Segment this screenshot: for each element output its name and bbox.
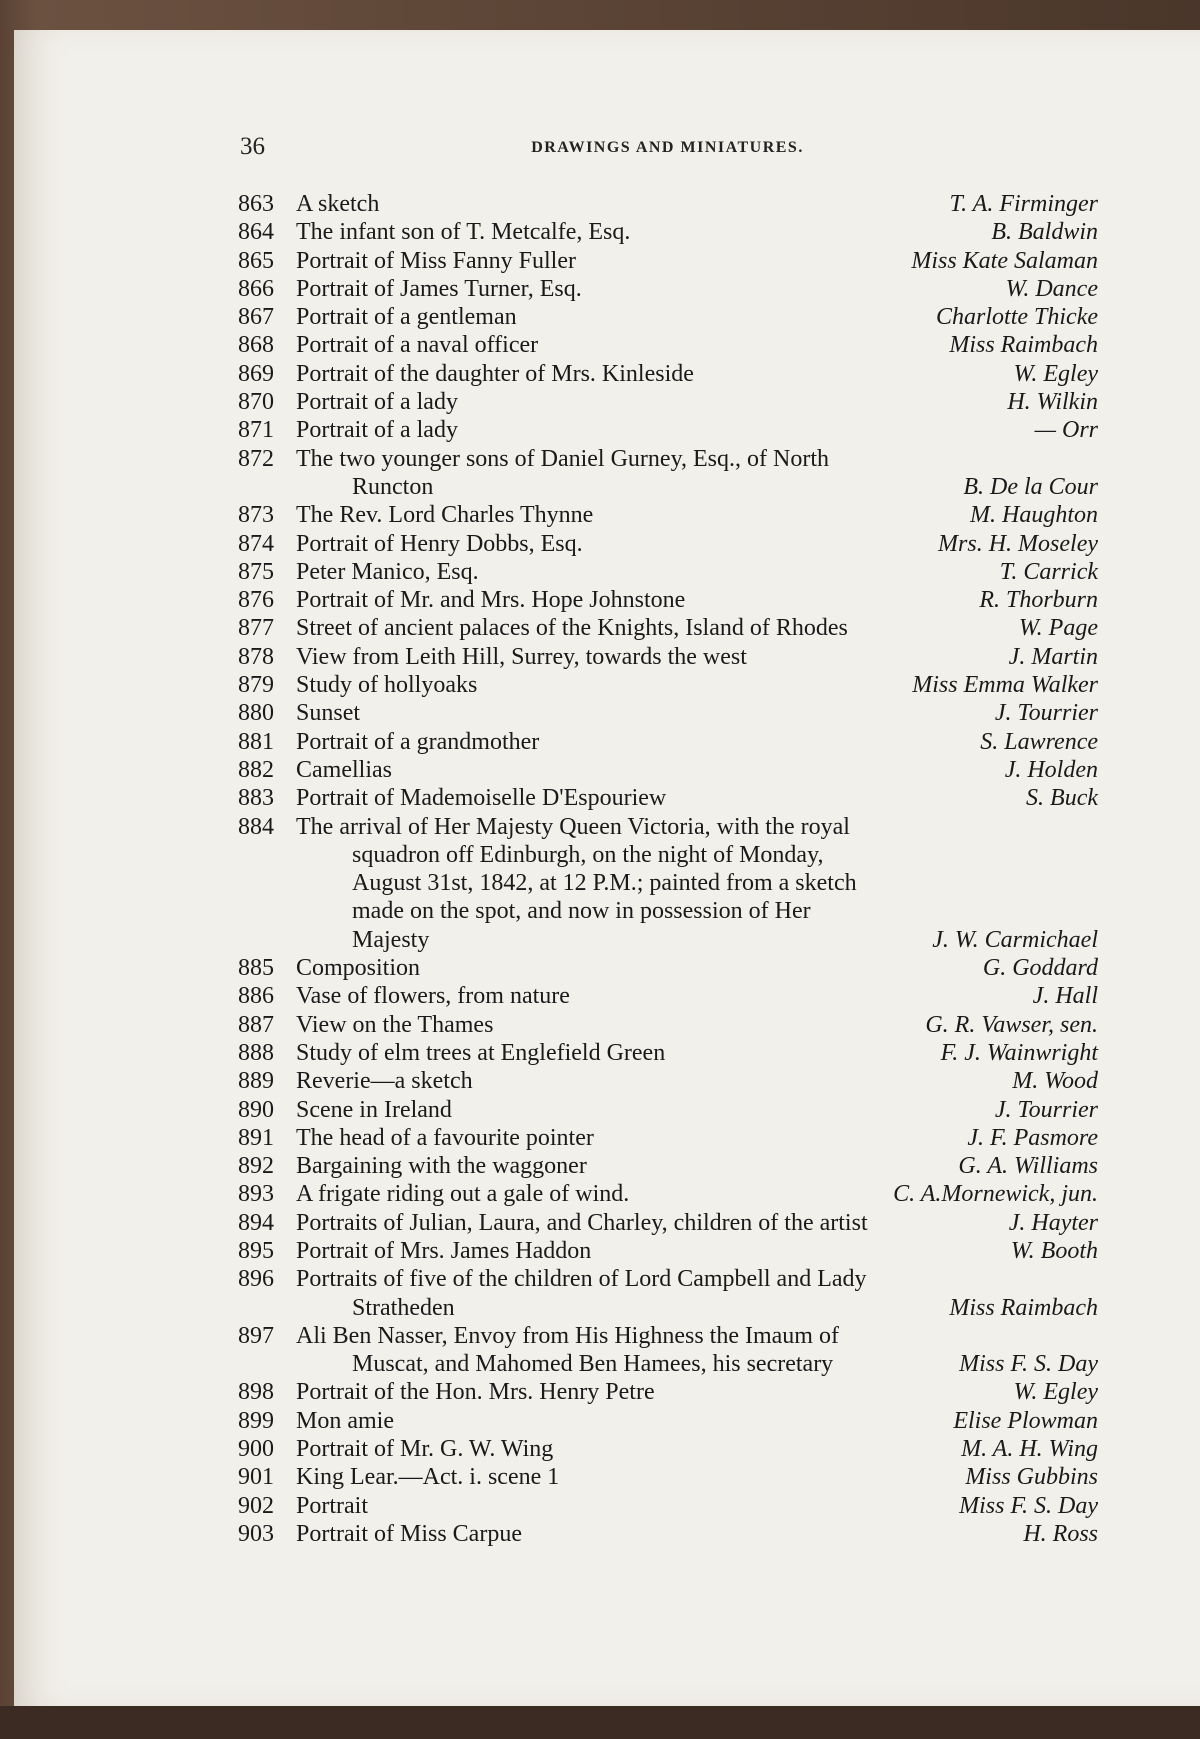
entry-title: Study of hollyoaks (296, 672, 478, 699)
entry-first-line (238, 1124, 1098, 1152)
entry-title: Vase of flowers, from nature (296, 983, 570, 1010)
entry-title: made on the spot, and now in possession of Her (352, 898, 811, 925)
entry-title: Street of ancient palaces of the Knights, Island of Rhodes (296, 615, 848, 642)
entry-artist: J. Tourrier (994, 1096, 1098, 1123)
entry-artist: Elise Plowman (953, 1407, 1098, 1434)
entry-number: 897 (238, 1322, 274, 1349)
entry-number: 890 (238, 1096, 274, 1123)
entry-first-line (238, 218, 1098, 246)
catalogue-entry (238, 1463, 1098, 1491)
entry-first-line (238, 530, 1098, 558)
catalogue-entry (238, 1209, 1098, 1237)
entry-number: 902 (238, 1492, 274, 1519)
entry-title: Portrait of a lady (296, 389, 458, 416)
entry-first-line (238, 501, 1098, 529)
entry-artist: M. Haughton (970, 502, 1098, 529)
entry-first-line (238, 247, 1098, 275)
entry-first-line (238, 360, 1098, 388)
catalogue-entry (238, 1096, 1098, 1124)
catalogue-entry (238, 1124, 1098, 1152)
entry-artist: W. Egley (1013, 1379, 1098, 1406)
entry-artist: — Orr (1034, 417, 1098, 444)
entry-first-line (238, 784, 1098, 812)
entry-title: Mon amie (296, 1407, 394, 1434)
entry-artist: T. A. Firminger (949, 191, 1098, 217)
catalogue-entry (238, 643, 1098, 671)
entry-artist: Miss Emma Walker (912, 672, 1098, 699)
catalogue-entries (238, 190, 1098, 1548)
entry-artist: M. A. H. Wing (961, 1436, 1098, 1463)
entry-title: Reverie—a sketch (296, 1068, 473, 1095)
entry-first-line (238, 1265, 1098, 1293)
entry-artist: F. J. Wainwright (940, 1039, 1098, 1066)
entry-continuation-line (238, 926, 1098, 954)
entry-number: 895 (238, 1237, 274, 1264)
entry-continuation-line (238, 1350, 1098, 1378)
entry-artist: J. Martin (1008, 643, 1098, 670)
catalogue-entry (238, 671, 1098, 699)
entry-title: Camellias (296, 756, 392, 783)
entry-first-line (238, 643, 1098, 671)
entry-first-line (238, 445, 1098, 473)
catalogue-entry (238, 445, 1098, 502)
entry-continuation-line (238, 869, 1098, 897)
entry-number: 876 (238, 587, 274, 614)
entry-first-line (238, 1407, 1098, 1435)
entry-artist: J. Tourrier (994, 700, 1098, 727)
catalogue-entry (238, 247, 1098, 275)
entry-first-line (238, 1152, 1098, 1180)
catalogue-entry (238, 1378, 1098, 1406)
entry-number: 868 (238, 332, 274, 359)
entry-title: Ali Ben Nasser, Envoy from His Highness the Imaum of (296, 1322, 839, 1349)
entry-title: Portrait of the Hon. Mrs. Henry Petre (296, 1379, 655, 1406)
catalogue-entry (238, 1039, 1098, 1067)
entry-artist: J. Holden (1004, 756, 1098, 783)
entry-number: 864 (238, 219, 274, 246)
entry-first-line (238, 1492, 1098, 1520)
entry-first-line (238, 813, 1098, 841)
catalogue-entry (238, 586, 1098, 614)
entry-first-line (238, 586, 1098, 614)
page-number: 36 (240, 133, 265, 160)
catalogue-entry (238, 501, 1098, 529)
entry-first-line (238, 756, 1098, 784)
entry-number: 879 (238, 672, 274, 699)
catalogue-entry (238, 982, 1098, 1010)
entry-title: Portrait of Mr. and Mrs. Hope Johnstone (296, 587, 686, 614)
entry-artist: W. Dance (1005, 275, 1098, 302)
entry-artist: Miss Raimbach (949, 1294, 1098, 1321)
catalogue-entry (238, 275, 1098, 303)
page-header (240, 133, 1095, 167)
entry-first-line (238, 614, 1098, 642)
entry-artist: H. Ross (1023, 1520, 1098, 1547)
entry-number: 889 (238, 1068, 274, 1095)
entry-first-line (238, 416, 1098, 444)
entry-first-line (238, 1011, 1098, 1039)
entry-title: Runcton (352, 473, 434, 500)
entry-first-line (238, 1039, 1098, 1067)
entry-artist: Miss F. S. Day (959, 1492, 1098, 1519)
entry-title: The arrival of Her Majesty Queen Victoria, with the royal (296, 813, 850, 840)
entry-title: Study of elm trees at Englefield Green (296, 1039, 666, 1066)
entry-artist: S. Buck (1026, 785, 1098, 812)
entry-artist: G. R. Vawser, sen. (925, 1011, 1098, 1038)
catalogue-entry (238, 784, 1098, 812)
catalogue-entry (238, 558, 1098, 586)
entry-number: 871 (238, 417, 274, 444)
entry-first-line (238, 1463, 1098, 1491)
entry-first-line (238, 275, 1098, 303)
entry-artist: W. Page (1018, 615, 1098, 642)
entry-title: Portrait of Mr. G. W. Wing (296, 1436, 554, 1463)
catalogue-entry (238, 1407, 1098, 1435)
catalogue-entry (238, 1520, 1098, 1548)
entry-artist: M. Wood (1012, 1068, 1098, 1095)
entry-first-line (238, 982, 1098, 1010)
catalogue-entry (238, 813, 1098, 954)
catalogue-entry (238, 303, 1098, 331)
entry-artist: B. De la Cour (963, 473, 1098, 500)
entry-artist: J. Hayter (1008, 1209, 1098, 1236)
catalogue-entry (238, 1152, 1098, 1180)
entry-number: 875 (238, 558, 274, 585)
entry-first-line (238, 728, 1098, 756)
entry-continuation-line (238, 473, 1098, 501)
catalogue-entry (238, 416, 1098, 444)
entry-first-line (238, 303, 1098, 331)
entry-artist: H. Wilkin (1007, 389, 1098, 416)
entry-artist: Miss Gubbins (965, 1464, 1098, 1491)
entry-first-line (238, 1435, 1098, 1463)
entry-artist: G. A. Williams (958, 1153, 1098, 1180)
entry-number: 870 (238, 389, 274, 416)
entry-title: The head of a favourite pointer (296, 1124, 594, 1151)
entry-artist: J. W. Carmichael (932, 926, 1098, 953)
entry-title: King Lear.—Act. i. scene 1 (296, 1464, 560, 1491)
entry-artist: Charlotte Thicke (936, 304, 1098, 331)
entry-first-line (238, 388, 1098, 416)
catalogue-entry (238, 728, 1098, 756)
entry-number: 883 (238, 785, 274, 812)
catalogue-entry (238, 1265, 1098, 1322)
entry-title: Portrait of a gentleman (296, 304, 517, 331)
entry-first-line (238, 1180, 1098, 1208)
entry-number: 882 (238, 756, 274, 783)
catalogue-entry (238, 699, 1098, 727)
entry-number: 869 (238, 360, 274, 387)
entry-title: Portrait (296, 1492, 368, 1519)
entry-artist: W. Egley (1013, 360, 1098, 387)
entry-first-line (238, 331, 1098, 359)
entry-number: 867 (238, 304, 274, 331)
entry-number: 898 (238, 1379, 274, 1406)
catalogue-entry (238, 1067, 1098, 1095)
entry-number: 866 (238, 275, 274, 302)
entry-number: 891 (238, 1124, 274, 1151)
catalogue-entry (238, 190, 1098, 218)
catalogue-entry (238, 954, 1098, 982)
entry-first-line (238, 1237, 1098, 1265)
entry-title: The two younger sons of Daniel Gurney, Esq., of North (296, 445, 830, 472)
catalogue-entry (238, 1180, 1098, 1208)
entry-title: Composition (296, 955, 421, 982)
entry-artist: Mrs. H. Moseley (938, 530, 1098, 557)
entry-number: 873 (238, 502, 274, 529)
entry-first-line (238, 1322, 1098, 1350)
entry-number: 900 (238, 1436, 274, 1463)
entry-title: Portrait of Mrs. James Haddon (296, 1237, 592, 1264)
entry-title: Portrait of Mademoiselle D'Espouriew (296, 785, 667, 812)
entry-artist: J. F. Pasmore (967, 1124, 1098, 1151)
entry-artist: Miss Raimbach (949, 332, 1098, 359)
entry-first-line (238, 1209, 1098, 1237)
entry-first-line (238, 558, 1098, 586)
entry-number: 881 (238, 728, 274, 755)
entry-first-line (238, 1067, 1098, 1095)
entry-number: 886 (238, 983, 274, 1010)
entry-first-line (238, 1378, 1098, 1406)
entry-first-line (238, 699, 1098, 727)
entry-continuation-line (238, 1294, 1098, 1322)
entry-number: 894 (238, 1209, 274, 1236)
entry-title: Bargaining with the waggoner (296, 1153, 587, 1180)
catalogue-entry (238, 1492, 1098, 1520)
entry-number: 872 (238, 445, 274, 472)
catalogue-entry (238, 756, 1098, 784)
catalogue-entry (238, 331, 1098, 359)
entry-title: A sketch (296, 191, 380, 217)
entry-title: The Rev. Lord Charles Thynne (296, 502, 594, 529)
entry-title: Portraits of Julian, Laura, and Charley, children of the artist (296, 1209, 868, 1236)
entry-title: squadron off Edinburgh, on the night of Monday, (352, 841, 824, 868)
entry-title: Peter Manico, Esq. (296, 558, 479, 585)
entry-first-line (238, 671, 1098, 699)
entry-title: Portrait of a grandmother (296, 728, 540, 755)
catalogue-entry (238, 1435, 1098, 1463)
binding-edge (0, 1706, 1200, 1739)
catalogue-entry (238, 1011, 1098, 1039)
entry-number: 899 (238, 1407, 274, 1434)
entry-title: Portrait of Henry Dobbs, Esq. (296, 530, 583, 557)
entry-title: Portrait of a lady (296, 417, 458, 444)
entry-number: 880 (238, 700, 274, 727)
entry-number: 863 (238, 191, 274, 217)
entry-number: 865 (238, 247, 274, 274)
entry-title: Portraits of five of the children of Lord Campbell and Lady (296, 1266, 867, 1293)
entry-title: Majesty (352, 926, 430, 953)
entry-title: Muscat, and Mahomed Ben Hamees, his secretary (352, 1351, 834, 1378)
entry-number: 903 (238, 1520, 274, 1547)
entry-number: 877 (238, 615, 274, 642)
entry-artist: C. A.Mornewick, jun. (893, 1181, 1098, 1208)
catalogue-entry (238, 1322, 1098, 1379)
entry-first-line (238, 1096, 1098, 1124)
entry-artist: J. Hall (1032, 983, 1098, 1010)
running-head: DRAWINGS AND MINIATURES. (531, 139, 804, 156)
entry-title: August 31st, 1842, at 12 P.M.; painted from a sketch (352, 870, 857, 897)
entry-number: 896 (238, 1266, 274, 1293)
entry-continuation-line (238, 897, 1098, 925)
entry-number: 888 (238, 1039, 274, 1066)
entry-artist: Miss F. S. Day (959, 1351, 1098, 1378)
entry-artist: R. Thorburn (979, 587, 1098, 614)
entry-artist: W. Booth (1010, 1237, 1098, 1264)
entry-title: A frigate riding out a gale of wind. (296, 1181, 630, 1208)
entry-title: Sunset (296, 700, 361, 727)
entry-first-line (238, 954, 1098, 982)
entry-number: 892 (238, 1153, 274, 1180)
entry-number: 874 (238, 530, 274, 557)
catalogue-entry (238, 530, 1098, 558)
entry-title: Scene in Ireland (296, 1096, 452, 1123)
entry-artist: B. Baldwin (991, 219, 1098, 246)
entry-first-line (238, 190, 1098, 218)
entry-artist: T. Carrick (999, 558, 1098, 585)
catalogue-entry (238, 360, 1098, 388)
entry-title: Portrait of Miss Fanny Fuller (296, 247, 576, 274)
entry-artist: S. Lawrence (980, 728, 1098, 755)
catalogue-entry (238, 1237, 1098, 1265)
entry-title: Portrait of the daughter of Mrs. Kinleside (296, 360, 694, 387)
entry-artist: G. Goddard (982, 955, 1098, 982)
entry-title: View on the Thames (296, 1011, 494, 1038)
entry-title: Portrait of Miss Carpue (296, 1520, 522, 1547)
entry-title: View from Leith Hill, Surrey, towards the west (296, 643, 747, 670)
entry-artist: Miss Kate Salaman (911, 247, 1098, 274)
catalogue-entry (238, 218, 1098, 246)
entry-title: Stratheden (352, 1294, 455, 1321)
entry-number: 878 (238, 643, 274, 670)
entry-first-line (238, 1520, 1098, 1548)
entry-number: 884 (238, 813, 274, 840)
entry-number: 901 (238, 1464, 274, 1491)
catalogue-entry (238, 388, 1098, 416)
entry-title: Portrait of James Turner, Esq. (296, 275, 582, 302)
entry-number: 887 (238, 1011, 274, 1038)
entry-title: Portrait of a naval officer (296, 332, 539, 359)
catalogue-entry (238, 614, 1098, 642)
entry-title: The infant son of T. Metcalfe, Esq. (296, 219, 631, 246)
entry-number: 893 (238, 1181, 274, 1208)
entry-number: 885 (238, 955, 274, 982)
entry-continuation-line (238, 841, 1098, 869)
